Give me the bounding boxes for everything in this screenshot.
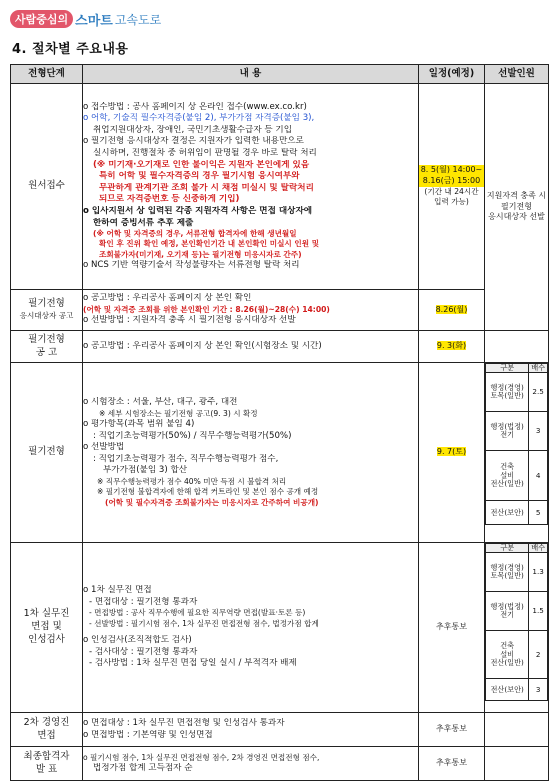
section-title: 4. 절차별 주요내용 — [12, 42, 129, 57]
col-header-stage: 전형단계 — [11, 65, 83, 84]
ratio-group-item: 토목(일반) — [490, 571, 524, 581]
apply-line: 취업지원대상자, 장애인, 국민기초생활수급자 등 기입 — [93, 124, 293, 135]
content-apply — [83, 84, 419, 290]
stage-line: 응시대상자 공고 — [19, 311, 74, 321]
selection-exam-notice-empty — [485, 331, 549, 363]
interview1-line: - 선발방법 : 필기시험 점수, 1차 실무진 면접전형 점수, 법정가점 합계 — [89, 618, 319, 628]
ratio-group — [486, 553, 529, 592]
ratio-value: 3 — [529, 679, 548, 701]
ratio-value: 1.5 — [529, 592, 548, 631]
interview1-line: - 면접방법 : 공사 직무수행에 필요한 직무역량 면접(발표·토론 등) — [89, 608, 306, 618]
ratio-group — [486, 631, 529, 679]
selection-final-empty — [485, 747, 549, 781]
stage-confirm — [11, 290, 83, 331]
apply-warning: (※ 어학 및 자격증의 경우, 서류전형 합격자에 한해 생년월일 — [93, 229, 297, 239]
apply-line: 실시하며, 진행절차 중 허위임이 판명될 경우 바로 탈락 처리 — [93, 147, 317, 158]
apply-line: 한하여 증빙서류 추후 제출 — [93, 217, 194, 228]
exam-warning: (어학 및 필수자격증 조회불가자는 미응시자로 간주하여 비공개) — [105, 497, 319, 507]
content-interview1 — [83, 543, 419, 713]
apply-line: o 어학, 기술직 필수자격증(붙임 2), 부가가점 자격증(붙임 3), — [83, 113, 315, 124]
ratio-head: 구분 — [486, 544, 529, 553]
apply-line: o 입사지원서 상 입력된 각종 지원자격 사항은 면접 대상자에 — [83, 205, 313, 216]
ratio-group — [486, 501, 529, 525]
ratio-group-item: 토목(일반) — [490, 391, 524, 401]
apply-warning: 특히 어학 및 필수자격증의 경우 필기시험 응시여부와 — [99, 171, 300, 182]
schedule-exam-date: 9. 7(토) — [436, 447, 467, 457]
content-final — [83, 747, 419, 781]
schedule-interview2: 추후통보 — [419, 713, 485, 747]
table-row-exam — [11, 363, 549, 543]
table-row-exam-notice — [11, 331, 549, 363]
ratio-value: 2.5 — [529, 373, 548, 412]
stage-line: 공 고 — [35, 346, 58, 358]
exam-line: 부가가점(붙임 3) 합산 — [103, 465, 188, 476]
ratio-table-interview1 — [485, 543, 548, 701]
stage-line: 인성검사 — [28, 633, 65, 645]
ratio-interview1 — [485, 543, 549, 713]
selection-line: 응시대상자 선발 — [488, 212, 545, 222]
stage-line: 2차 경영진 — [23, 716, 70, 728]
ratio-group-item: 건축 — [500, 462, 515, 472]
interview2-line: o 면접대상 : 1차 실무진 면접전형 및 인성검사 통과자 — [83, 717, 285, 728]
content-exam — [83, 363, 419, 543]
interview1-line: - 검사대상 : 필기전형 통과자 — [89, 646, 198, 657]
col-header-schedule: 일정(예정) — [419, 65, 485, 84]
ratio-group-item: 설비 — [500, 649, 515, 659]
stage-line: 발 표 — [35, 763, 58, 775]
ratio-value: 1.3 — [529, 553, 548, 592]
ratio-group-item: 행정(경영) — [490, 563, 524, 572]
content-exam-notice — [83, 331, 419, 363]
ratio-group-item: 전산(일반) — [490, 657, 524, 667]
site-logo — [10, 6, 161, 32]
schedule-apply-note: (기간 내 24시간 — [424, 187, 479, 197]
schedule-confirm — [419, 290, 485, 331]
logo-smart-text: 스마트 — [75, 13, 113, 29]
ratio-group-item: 설비 — [500, 470, 515, 480]
schedule-final: 추후통보 — [419, 747, 485, 781]
ratio-group — [486, 373, 529, 412]
schedule-apply-start: 8. 5(월) 14:00~ — [420, 165, 483, 175]
ratio-table-exam — [485, 363, 548, 525]
ratio-group-item: 전산(일반) — [490, 478, 524, 488]
stage-exam-notice — [11, 331, 83, 363]
schedule-exam-notice — [419, 331, 485, 363]
col-header-selection: 선발인원 — [485, 65, 549, 84]
interview1-line: - 검사방법 : 1차 실무진 면접 당일 실시 / 부적격자 배제 — [89, 658, 297, 669]
selection-line: 지원자격 충족 시 — [486, 190, 547, 200]
schedule-apply-end: 8.16(금) 15:00 — [419, 176, 484, 187]
stage-exam: 필기전형 — [11, 363, 83, 543]
selection-line: 필기전형 — [501, 201, 532, 211]
table-row-confirm — [11, 290, 549, 331]
ratio-group-item: 전기 — [500, 430, 515, 440]
schedule-confirm-date: 8.26(월) — [435, 304, 468, 314]
ratio-value: 2 — [529, 631, 548, 679]
final-line: o 필기시험 점수, 1차 실무진 면접전형 점수, 2차 경영진 면접전형 점수, — [83, 752, 320, 762]
procedure-table — [10, 64, 549, 781]
stage-interview2 — [11, 713, 83, 747]
interview1-line: o 1차 실무진 면접 — [83, 585, 152, 596]
ratio-group-item: 전산(보안) — [490, 507, 524, 517]
exam-note: ※ 직무수행능력평가 점수 40% 미만 득점 시 불합격 처리 — [97, 477, 287, 487]
ratio-group-item: 건축 — [500, 641, 515, 651]
stage-line: 1차 실무진 — [23, 608, 70, 620]
ratio-group — [486, 592, 529, 631]
ratio-group-item: 전산(보안) — [490, 684, 524, 694]
schedule-apply-note: 입력 가능) — [434, 197, 469, 207]
ratio-group-item: 전기 — [500, 610, 515, 620]
schedule-exam — [419, 363, 485, 543]
selection-interview2-empty — [485, 713, 549, 747]
apply-warning: (※ 미기재·오기재로 인한 불이익은 지원자 본인에게 있음 — [93, 159, 310, 170]
exam-line: o 선발방법 — [83, 442, 125, 453]
selection-apply — [485, 84, 549, 331]
col-header-content: 내 용 — [83, 65, 419, 84]
table-row-apply — [11, 84, 549, 290]
stage-line: 최종합격자 — [23, 750, 70, 762]
apply-warning: 되므로 자격증번호 등 신중하게 기입) — [99, 194, 240, 205]
ratio-group-item: 행정(법정) — [490, 602, 524, 611]
apply-line: o 접수방법 : 공사 홈페이지 상 온라인 접수(www.ex.co.kr) — [83, 101, 307, 112]
logo-mark: 사람중심의 — [10, 10, 73, 28]
table-header-row — [11, 65, 549, 84]
interview2-line: o 면접방법 : 기본역량 및 인성면접 — [83, 729, 213, 740]
table-row-final — [11, 747, 549, 781]
final-line: 법정가점 합계 고득점자 순 — [93, 762, 193, 773]
apply-line: o 필기전형 응시대상자 결정은 지원자가 입력한 내용만으로 — [83, 136, 304, 147]
content-interview2 — [83, 713, 419, 747]
ratio-group — [486, 412, 529, 451]
confirm-line: o 공고방법 : 우리공사 홈페이지 상 본인 확인 — [83, 293, 252, 304]
ratio-group — [486, 679, 529, 701]
content-confirm — [83, 290, 419, 331]
ratio-head: 구분 — [486, 364, 529, 373]
confirm-warning: (어학 및 자격증 조회를 위한 본인확인 기간 : 8.26(월)~28(수) 14:00) — [83, 304, 330, 314]
ratio-exam — [485, 363, 549, 543]
stage-apply: 원서접수 — [11, 84, 83, 290]
stage-line: 필기전형 — [28, 333, 65, 345]
stage-line: 면접 — [37, 729, 56, 741]
exam-notice-line: o 공고방법 : 우리공사 홈페이지 상 본인 확인(시험장소 및 시간) — [83, 340, 322, 351]
table-row-interview2 — [11, 713, 549, 747]
stage-interview1 — [11, 543, 83, 713]
stage-final — [11, 747, 83, 781]
interview1-line: - 면접대상 : 필기전형 통과자 — [89, 596, 198, 607]
ratio-group-item: 행정(법정) — [490, 422, 524, 431]
ratio-group — [486, 451, 529, 501]
exam-line: : 직업기초능력평가(50%) / 직무수행능력평가(50%) — [93, 430, 292, 441]
apply-warning: 무관하게 관계기관 조회 불가 시 채점 미실시 및 탈락처리 — [99, 182, 314, 193]
exam-line: : 직업기초능력평가 점수, 직무수행능력평가 점수, — [93, 453, 279, 464]
apply-line: o NCS 기반 역량기술서 작성불량자는 서류전형 탈락 처리 — [83, 259, 300, 270]
table-row-interview1 — [11, 543, 549, 713]
exam-line: o 시험장소 : 서울, 부산, 대구, 광주, 대전 — [83, 397, 238, 408]
stage-line: 면접 및 — [31, 621, 62, 633]
ratio-value: 3 — [529, 412, 548, 451]
confirm-line: o 선발방법 : 지원자격 충족 시 필기전형 응시대상자 선발 — [83, 315, 296, 326]
ratio-value: 4 — [529, 451, 548, 501]
schedule-interview1: 추후통보 — [419, 543, 485, 713]
exam-note: ※ 필기전형 불합격자에 한해 합격 커트라인 및 본인 점수 공개 예정 — [97, 487, 319, 497]
exam-note: ※ 세부 시험장소는 필기전형 공고(9. 3) 시 확정 — [99, 408, 258, 418]
schedule-exam-notice-date: 9. 3(화) — [436, 341, 467, 351]
ratio-head: 배수 — [529, 364, 548, 373]
apply-warning: 조회불가자(미기재, 오기재 등)는 필기전형 미응시자로 간주) — [99, 249, 302, 259]
apply-warning: 확인 후 진위 확인 예정, 본인확인기간 내 본인확인 미실시 인원 및 — [99, 239, 320, 249]
ratio-value: 5 — [529, 501, 548, 525]
stage-line: 필기전형 — [28, 298, 65, 310]
ratio-head: 배수 — [529, 544, 548, 553]
interview1-line: o 인성검사(조직적합도 검사) — [83, 634, 192, 645]
logo-road-text: 고속도로 — [114, 12, 162, 27]
schedule-apply — [419, 84, 485, 290]
ratio-group-item: 행정(경영) — [490, 383, 524, 392]
exam-line: o 평가항목(과목 범위 붙임 4) — [83, 419, 195, 430]
